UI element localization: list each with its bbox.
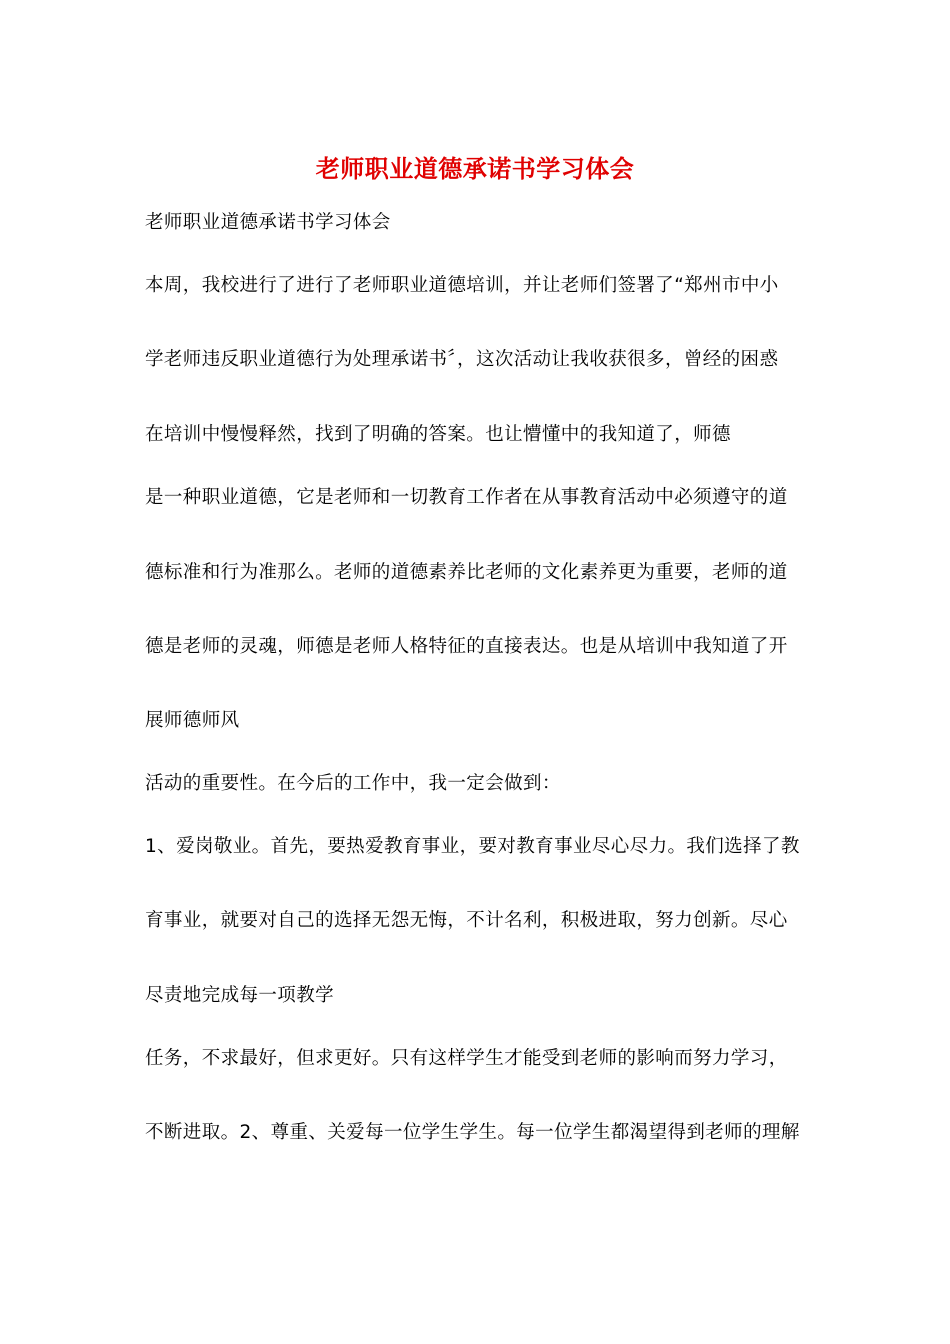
body-line: 德是老师的灵魂，师德是老师人格特征的直接表达。也是从培训中我知道了开 xyxy=(145,636,788,657)
body-line: 本周，我校进行了进行了老师职业道德培训，并让老师们签署了“郑州市中小 xyxy=(145,275,779,296)
body-line: 任务，不求最好，但求更好。只有这样学生才能受到老师的影响而努力学习， xyxy=(145,1048,788,1069)
body-line: 活动的重要性。在今后的工作中，我一定会做到： xyxy=(145,773,561,794)
body-line: 学老师违反职业道德行为处理承诺书〞，这次活动让我收获很多，曾经的困惑 xyxy=(145,349,779,370)
document-title: 老师职业道德承诺书学习体会 xyxy=(315,154,635,183)
body-line: 老师职业道德承诺书学习体会 xyxy=(145,212,391,233)
body-line: 不断进取。2、尊重、关爱每一位学生学生。每一位学生都渴望得到老师的理解 xyxy=(145,1122,800,1143)
body-line: 德标准和行为准那么。老师的道德素养比老师的文化素养更为重要，老师的道 xyxy=(145,562,788,583)
body-line: 尽责地完成每一项教学 xyxy=(145,985,335,1006)
body-line: 育事业，就要对自己的选择无怨无悔，不计名利，积极进取，努力创新。尽心 xyxy=(145,910,788,931)
body-line: 是一种职业道德，它是老师和一切教育工作者在从事教育活动中必须遵守的道 xyxy=(145,487,788,508)
body-line: 1、爱岗敬业。首先，要热爱教育事业，要对教育事业尽心尽力。我们选择了教 xyxy=(145,836,800,857)
body-line: 在培训中慢慢释然，找到了明确的答案。也让懵懂中的我知道了，师德 xyxy=(145,424,731,445)
body-line: 展师德师风 xyxy=(145,710,240,731)
